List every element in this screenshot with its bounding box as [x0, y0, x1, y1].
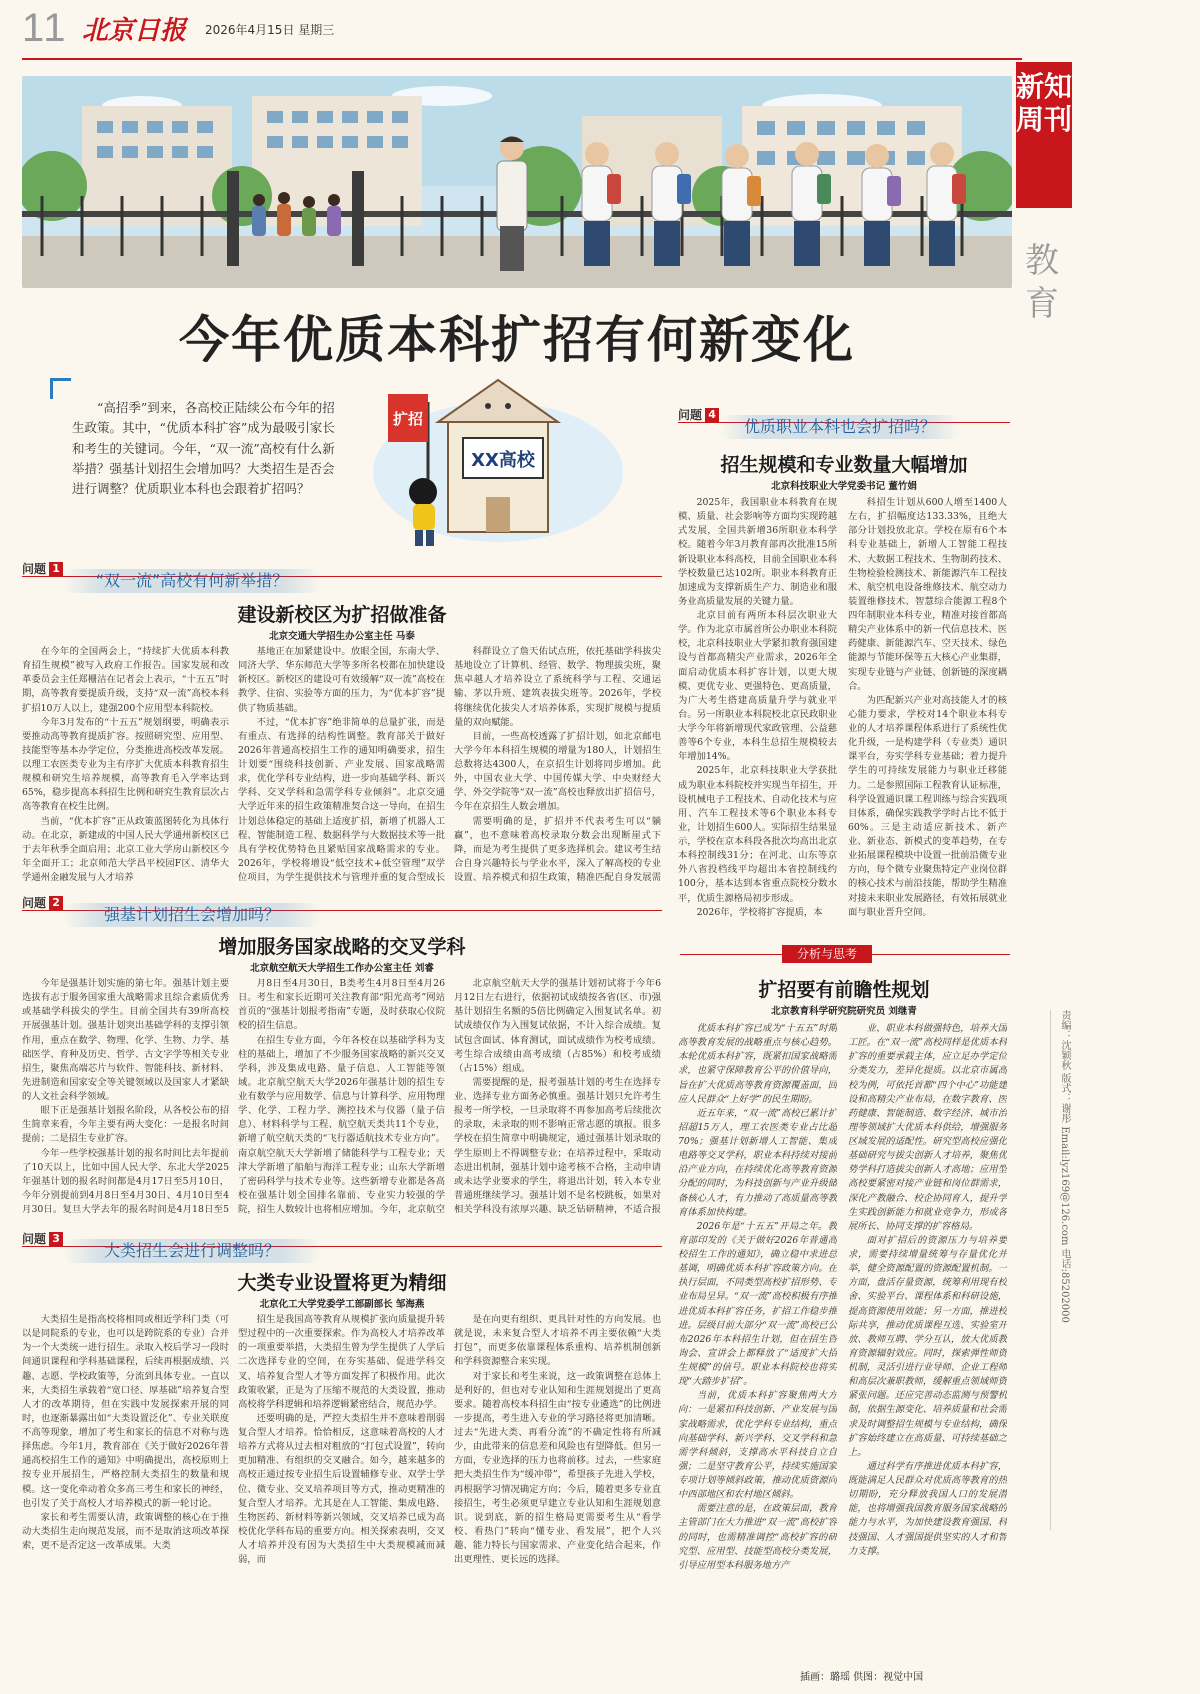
article-2-col-2: 月8日至4月30日，B类考生4月8日至4月26日。考生和家长近期可关注教育部“阳光高考”网站首页的“强基计划报考指南”专题，及时获取心仪院校的招生信息。 在招生专业方面，今年各校在以基础学科为支柱的基础上，增加了不少服务国家战略的新兴交叉学科，涉及集成电路、量子信息、人工智能等领域。北京航空航天大学2026年强基计划的招生专业有数学与应用数学、信息与计算科学、应用物理学、化学、工程力学、测控技术与仪器（量子信息）、材料科学与工程、航空航天类共11个专业，新增了航空航天类的“飞行器适航技术专业方向”。南京航空航天大学新增了储能科学与工程专业；天津大学新增了船舶与海洋工程专业；山东大学新增了密码科学与技术专业等。这些新增专业都是各高校在强基计划全国排名靠前、专业实力较强的学院，招生人数较计也将相应增加。今年，北京航空 — [238, 978, 445, 1215]
article-4-col-2: 科招生计划从600人增至1400人左右，扩招幅度达133.33%，且绝大部分计划投放北京。学校在原有6个本科专业基础上，新增人工智能工程技术、大数据工程技术、生物制药技术、生物检验检测技术、新能源汽车工程技术、航空机电设备维修技术、航空动力装置维修技术、智慧综合能源工程8个四年制职业本科专业，精准对接首都高精尖产业体系中的新一代信息技术、医药健康、新能源汽车、空天技术、绿色能源与节能环保等五大核心产业集群，实现专业链与产业链、创新链的深度耦合。 为匹配新兴产业对高技能人才的核心能力要求，学校对14个职业本科专业的人才培养课程体系进行了系统性优化升级，一是构建学科（专业类）通识课平台，夯实学科专业基础；着力提升学生的可持续发展能力与职业迁移能力。二是参照国际工程教育认证标准，科学设置通识课工程训练与综合实践项目体系，确保实践教学学时占比不低于60%。三是主动适应新技术、新产业、新业态、新模式的变革趋势，在专业拓展课程模块中设置一批前沿微专业方向，每个微专业聚焦特定产业岗位群的核心技术与前沿技能，帮助学生精准对接未来职业发展路径，有效拓展就业面与职业晋升空间。 — [848, 497, 1007, 918]
article-2-title: 增加服务国家战略的交叉学科 — [218, 936, 466, 958]
quote-mark-icon — [50, 378, 71, 399]
question-number: 2 — [49, 896, 63, 910]
question-1-tag — [22, 558, 63, 576]
question-4-tag — [678, 404, 719, 422]
question-number: 3 — [49, 1232, 63, 1246]
section-name: 教育 — [1025, 241, 1059, 324]
weekly-title-box: 新知周刊 — [1016, 62, 1072, 208]
cartoon-illustration — [368, 372, 628, 552]
question-label: 问题 — [678, 408, 703, 422]
article-1-col-2: 基地正在加紧建设中。放眼全国，东南大学、同济大学、华东师范大学等多所名校都在加快建设新校区。新校区的建设可有效缓解“双一流”高校在教学、住宿、实验等方面的压力，为“优本扩容”提供了物质基础。 不过，“优本扩容”绝非简单的总量扩张，而是有重点、有选择的结构性调整。教育部关于做好2026年普通高校招生工作的通知明确要求，招生计划要“围绕科技创新、产业发展、国家战略需求，优化学科专业结构，进一步向基础学科、新兴学科、交叉学科和急需学科专业倾斜”。北京交通大学近年来的招生政策精准契合这一导向，在招生计划总体稳定的基础上适度扩招，新增了机器人工程、智能制造工程、数据科学与大数据技术等一批具有学校优势特色且紧贴国家战略需求的专业。2026年，学校将增设“低空技术+低空管理”双学位项目，为学生提供技术与管理并重的复合型成长 — [238, 646, 445, 883]
article-2-col-1: 今年是强基计划实施的第七年。强基计划主要选拔有志于服务国家重大战略需求且综合素质优秀或基础学科拔尖的学生。目前全国共有39所高校开展强基计划。强基计划突出基础学科的支撑引领作用，重点在数学、物理、化学、生物、力学、基础医学、育种及历史、哲学、古文字学等相关专业招生，聚焦高端芯片与软件、智能科技、新材料、先进制造和国家安全等关键领域以及国家人才紧缺的人文社会科学领域。 眼下正是强基计划报名阶段，从各校公布的招生简章来看，今年主要有两大变化：一是报名时间提前；二是招生专业扩容。 今年一些学校强基计划的报名时间比去年提前了10天以上，比如中国人民大学、东北大学2025年强基计划的报名时间都是4月17日至5月10日，今年分别提前到4月8日至4月30日、4月10日至4月30日。复旦大学去年的报名时间是4月18日至5 — [22, 978, 229, 1215]
question-label: 问题 — [22, 562, 47, 576]
question-3-tag — [22, 1228, 63, 1246]
question-3-title: 大类招生会进行调整吗？ — [62, 1239, 322, 1263]
analysis-col-1: 优质本科扩容已成为“十五五”时期高等教育发展的战略重点与核心趋势。本轮优质本科扩容，既紧扣国家战略需求，也紧守保障教育公平的价值导向，旨在扩大优质高等教育资源覆盖面，回应人民群众“上好学”的民生期盼。 近五年来，“双一流”高校已累计扩招超15万人，理工农医类专业占比超70%；强基计划新增人工智能、集成电路等交叉学科，职业本科持续对接前沿产业方向，在持续优化高等教育资源分配的同时，为科技创新与产业升级储备核心人才，有力推动了高质量高等教育体系加快构建。 2026年是“十五五”开局之年。教育部印发的《关于做好2026年普通高校招生工作的通知》，确立稳中求进总基调，明确优质本科扩容政策方向。在执行层面，不同类型高校扩招形势、专业布局呈异。“双一流”高校积极有序推进优质本科扩容任务，扩招工作稳步推进。层级目前大部分“双一流”高校已公布2026年本科招生计划，但在招生咨询会、宣讲会上都释放了“适度扩大招生规模”的信号。职业本科院校也将实现“大踏步扩招”。 当前，优质本科扩容聚焦两大方向：一是紧扣科技创新、产业发展与国家战略需求，优化学科专业结构，重点向基础学科、新兴学科、交叉学科和急需学科倾斜，支撑高水平科技自立自强；二是坚守教育公平，持续实施国家专项计划等倾斜政策，推动优质资源向中西部地区和农村地区倾斜。 需要注意的是，在政策层面，教育主管部门在大力推进“双一流”高校扩容的同时，也需精准调控“高校扩容的研究型、应用型、技能型高校分类发展，引导应用型本科服务地方产 — [678, 1023, 837, 1571]
article-3-col-2: 招生是我国高等教育从规模扩张向质量提升转型过程中的一次重要探索。作为高校人才培养改革的一项重要举措，大类招生曾为学生提供了人学后二次选择专业的空间，在夯实基础、促进学科交叉、培养复合型人才等方面发挥了积极作用。此次政策收紧，正是为了压缩不规范的大类设置，推动高校将学科逻辑和培养逻辑紧密结合，规范办学。 还要明确的是，严控大类招生并不意味着削弱复合型人才培养。恰恰相反，这意味着高校的人才培养方式将从过去相对粗放的“打包式设置”，转向更加精准、有组织的交叉融合。如今，越来越多的高校正通过按专业招生后设置辅修专业、双学士学位、微专业、交叉培养项目等方式，推动更精准的复合型人才培养。尤其是在人工智能、集成电路、生物医药、新材料等新兴领域，交叉培养已成为高校优化学科布局的重要方向。相关探索表明，交叉人才培养并没有因为大类招生中大类规模减而减弱，而 — [238, 1314, 445, 1566]
analysis-col-2: 业、职业本科做强特色，培养大国工匠。在“双一流”高校同样是优质本科扩容的重要承载主体，应立足办学定位分类发力，差异化提质。以北京市属高校为例，可依托首都“四个中心”功能建设和高精尖产业布局，在数字教育、医药健康、智能制造、数字经济、城市治理等领域扩大优质本科供给，增强服务区域发展的适配性。研究型高校应强化基础研究与拔尖创新人才培养，聚焦优势学科打造拔尖创新人才高地；应用型高校要紧密对接产业链和岗位群需求，深化产教融合、校企协同育人，提升学生实践创新能力和就业竞争力，形成各展所长、协同支撑的扩容格局。 面对扩招后的资源压力与培养要求，需要持续增量统筹与存量优化并举，健全资源配置的资源配置机制。一方面，盘活存量资源，统筹利用现有校舍、实验平台、课程体系和科研设施，提高资源使用效能；另一方面，推进校际共享，推动优质课程互选、实验室开放、教师互聘、学分互认，放大优质教育资源辐射效应。同时，探索弹性师资机制，灵活引进行业导师、企业工程师和高层次兼职教师，缓解重点领域师资紧张问题。还应完善动态监测与预警机制，依据生源变化、培养质量和社会需求及时调整招生规模与专业结构，确保扩容始终建立在高质量、可持续基础之上。 通过科学有序推进优质本科扩容，既能满足人民群众对优质高等教育的热切期盼，充分释放我国人口的发展潜能，也将增强我国教育服务国家战略的能力与水平，为加快建设教育强国、科技强国、人才强国提供坚实的人才和智力支撑。 — [848, 1023, 1007, 1557]
question-4-title: 优质职业本科也会扩招吗？ — [720, 415, 960, 439]
analysis-byline: 北京教育科学研究院研究员 刘继青 — [771, 1006, 917, 1017]
question-1-title: “双一流”高校有何新举措？ — [62, 569, 322, 593]
question-number: 4 — [705, 408, 719, 422]
article-1-byline: 北京交通大学招生办公室主任 马泰 — [269, 631, 415, 642]
image-credits: 插画：璐瑶 供图：视觉中国 — [800, 1672, 924, 1683]
article-3-title: 大类专业设置将更为精细 — [237, 1272, 447, 1294]
page-headline: 今年优质本科扩招有何新变化 — [179, 311, 855, 369]
article-4-title: 招生规模和专业数量大幅增加 — [720, 454, 968, 476]
question-2-tag — [22, 892, 63, 910]
hero-illustration — [22, 76, 1012, 288]
issue-date: 2026年4月15日 星期三 — [205, 23, 335, 37]
editor-credit: 责编：沈颖秋 版式：谢彤 Email:lyz169@126.com 电话:85202000 — [1059, 1010, 1070, 1323]
article-2-byline: 北京航空航天大学招生工作办公室主任 刘睿 — [250, 963, 434, 974]
question-number: 1 — [49, 562, 63, 576]
question-label: 问题 — [22, 896, 47, 910]
article-1-title: 建设新校区为扩招做准备 — [237, 604, 447, 626]
flag-text: 扩招 — [392, 410, 424, 428]
sidebar-divider — [1050, 1010, 1051, 1530]
article-2-col-3: 北京航空航天大学的强基计划初试将于今年6月12日左右进行，依据初试成绩按各省(区、市)强基计划招生名额的5倍比例确定入围复试名单。初试成绩仅作为入围复试依据，不计入综合成绩。复试包含面试、体育测试，面试成绩作为校考成绩。考生综合成绩由高考成绩（占85%）和校考成绩（占15%）组成。 需要提醒的是，报考强基计划的考生在选择专业、选择专业方面务必慎重。强基计划只允许考生报考一所学校，一旦录取将不再参加高考后续批次的录取，未录取的则不影响正常志愿的填报。很多学校在招生简章中明确规定，通过强基计划录取的学生原则上不得调整专业；在培养过程中，采取动态进出机制，强基计划中途考核不合格，主动申请或未达学业要求的学生，将退出计划，转入本专业普通班继续学习。强基计划不是名校跳板，如果对相关学科没有浓厚兴趣、缺乏钻研精神，不适合报 — [454, 978, 661, 1215]
article-4-byline: 北京科技职业大学党委书记 董竹娟 — [771, 481, 917, 492]
article-3-byline: 北京化工大学党委学工部副部长 邹海燕 — [259, 1299, 425, 1310]
page-number: 11 — [22, 6, 68, 50]
article-3-col-1: 大类招生是指高校将相同或相近学科门类（可以是同院系的专业，也可以是跨院系的专业）合并为一个大类统一进行招生。录取入校后学习一段时间通识课程和学科基础课程，后续再根据成绩、兴趣、志愿、学校政策等，分流到具体专业。一直以来，大类招生承载着“宽口径、厚基础”培养复合型人才的改革期待，但在实践中发展探索开展的同时，也逐渐暴露出如“大类设置泛化”、专业关联度不高等现象，增加了考生和家长的信息不对称与选择焦虑。今年1月，教育部在《关于做好2026年普通高校招生工作的通知》中明确提出，高校原则上按专业开展招生，严格控制大类招生的数量和规模。这一变化牵动着众多高三考生和家长的神经，也引发了关于高校人才培养模式的新一轮讨论。 家长和考生需要认清，政策调整的核心在于推动大类招生走向规范发展，而不是取消这项改革探索，更不是否定这一改革成果。大类 — [22, 1314, 229, 1551]
article-1-col-1: 在今年的全国两会上，“持续扩大优质本科教育招生规模”被写入政府工作报告。国家发展和改革委员会主任郑栅洁在记者会上表示，“十五五”时期，高等教育要提质升级，支持“双一流”高校本科扩招10万人以上，建强200个应用型本科院校。 今年3月发布的“十五五”规划纲要，明确表示要推动高等教育提质扩容。按照研究型、应用型、技能型等基本办学定位，分类推进高校改革发展。以理工农医类专业为主有序扩大优质本科教育招生规模和研究生培养规模，高等教育毛入学率达到65%，稳步提高本科招生比例和研究生教育层次占高等教育在校生比例。 当前，“优本扩容”正从政策蓝图转化为具体行动。在北京，新建成的中国人民大学通州新校区已于去年秋季全面启用；北京工业大学房山新校区今年全面开工；北京师范大学昌平校园F区、清华大学通州金融发展与人才培养 — [22, 646, 229, 883]
article-3-col-3: 是在向更有组织、更具针对性的方向发展。也就是说，未来复合型人才培养不再主要依赖“大类打包”，而更多依靠课程体系重构、培养机制创新和学科资源整合来实现。 对于家长和考生来说，这一政策调整在总体上是利好的，但也对专业认知和生涯规划提出了更高要求。随着高校本科招生由“按专业遴选”的比例进一步提高，考生进入专业的学习路径将更加清晰。过去“先进大类、再看分流”的不确定性将有所减少，由此带来的信息差和风险也有望降低。但另一方面，专业选择的压力也将前移。过去，一些家庭把大类招生作为“缓冲带”，希望孩子先进入学校，再根据学习情况确定方向；今后，随着更多专业直接招生，考生必须更早建立专业认知和生涯规划意识。说到底，新的招生格局更需要考生从“看学校、看热门”转向“懂专业、看发展”，把个人兴趣、能力特长与国家需求、产业变化结合起来，作出更理性、更长远的选择。 — [454, 1314, 661, 1566]
article-4-col-1: 2025年，我国职业本科教育在规模、质量、社会影响等方面均实现跨越式发展，全国共新增36所职业本科学校。随着今年3月教育部再次批准15所新设职业本科高校，目前全国职业本科学校数量已达102所。职业本科教育正加速成为支撑新质生产力、制造业和服务业高质量发展的关键力量。 北京目前有两所本科层次职业大学。作为北京市属首所公办职业本科院校，北京科技职业大学紧扣教育强国建设与首都高精尖产业需求，2026年全面启动优质本科扩容计划，以更大规模、更优专业、更强特色、更高质量，为广大考生搭建高质量升学与就业平台。另一所职业本科院校北京民政职业大学今年将新增现代家政管理、公益慈善等6个专业，本科生总招生规模较去年增加14%。 2025年，北京科技职业大学获批成为职业本科院校并实现当年招生，开设机械电子工程技术、自动化技术与应用、汽车工程技术等6个职业本科专业，计划招生600人。实际招生结果显示，学校在京本科段各批次均高出北京本科控制线31分；在河北、山东等京外八省投档线平均超出本省控制线约100分，基本达到本省重点院校分数水平，优质生源格局初步形成。 2026年，学校将扩容提质，本 — [678, 497, 837, 918]
lead-paragraph: “高招季”到来，各高校正陆续公布今年的招生政策。其中，“优质本科扩容”成为最吸引家长和考生的关键词。今年，“双一流”高校有什么新举措？强基计划招生会增加吗？大类招生是否会进行调整？优质职业本科也会跟着扩招吗？ — [72, 400, 335, 496]
analysis-title: 扩招要有前瞻性规划 — [758, 979, 930, 1001]
article-1-col-3: 科群设立了詹天佑试点班，依托基础学科拔尖基地设立了计算机、经管、数学、物理拔尖班，聚焦卓越人才培养设立了系统科学与工程、交通运输、茅以升班、建筑表拔尖班等。2026年，学校将继续优化拔尖人才培养体系，实现扩规模与提质量的双向赋能。 目前，一些高校透露了扩招计划，如北京邮电大学今年本科招生规模的增量为180人，计划招生总数将达4300人，在京招生计划将同步增加。此外，中国农业大学、中国传媒大学、中央财经大学、外交学院等“双一流”高校也释放出扩招信号，今年在京招生人数会增加。 需要明确的是，扩招并不代表考生可以“躺赢”，也不意味着高校录取分数会出现断崖式下降，而是为考生提供了更多选择机会。建议考生结合自身兴趣特长与学业水平，深入了解高校的专业设置、培养模式和招生政策，精准匹配自身发展需 — [454, 646, 661, 883]
question-2-title: 强基计划招生会增加吗？ — [62, 903, 322, 927]
building-sign-text: XX高校 — [471, 450, 535, 471]
paper-name-logo: 北京日报 — [82, 16, 187, 46]
analysis-tag: 分析与思考 — [782, 945, 872, 963]
masthead-rule — [22, 58, 1022, 60]
question-label: 问题 — [22, 1232, 47, 1246]
